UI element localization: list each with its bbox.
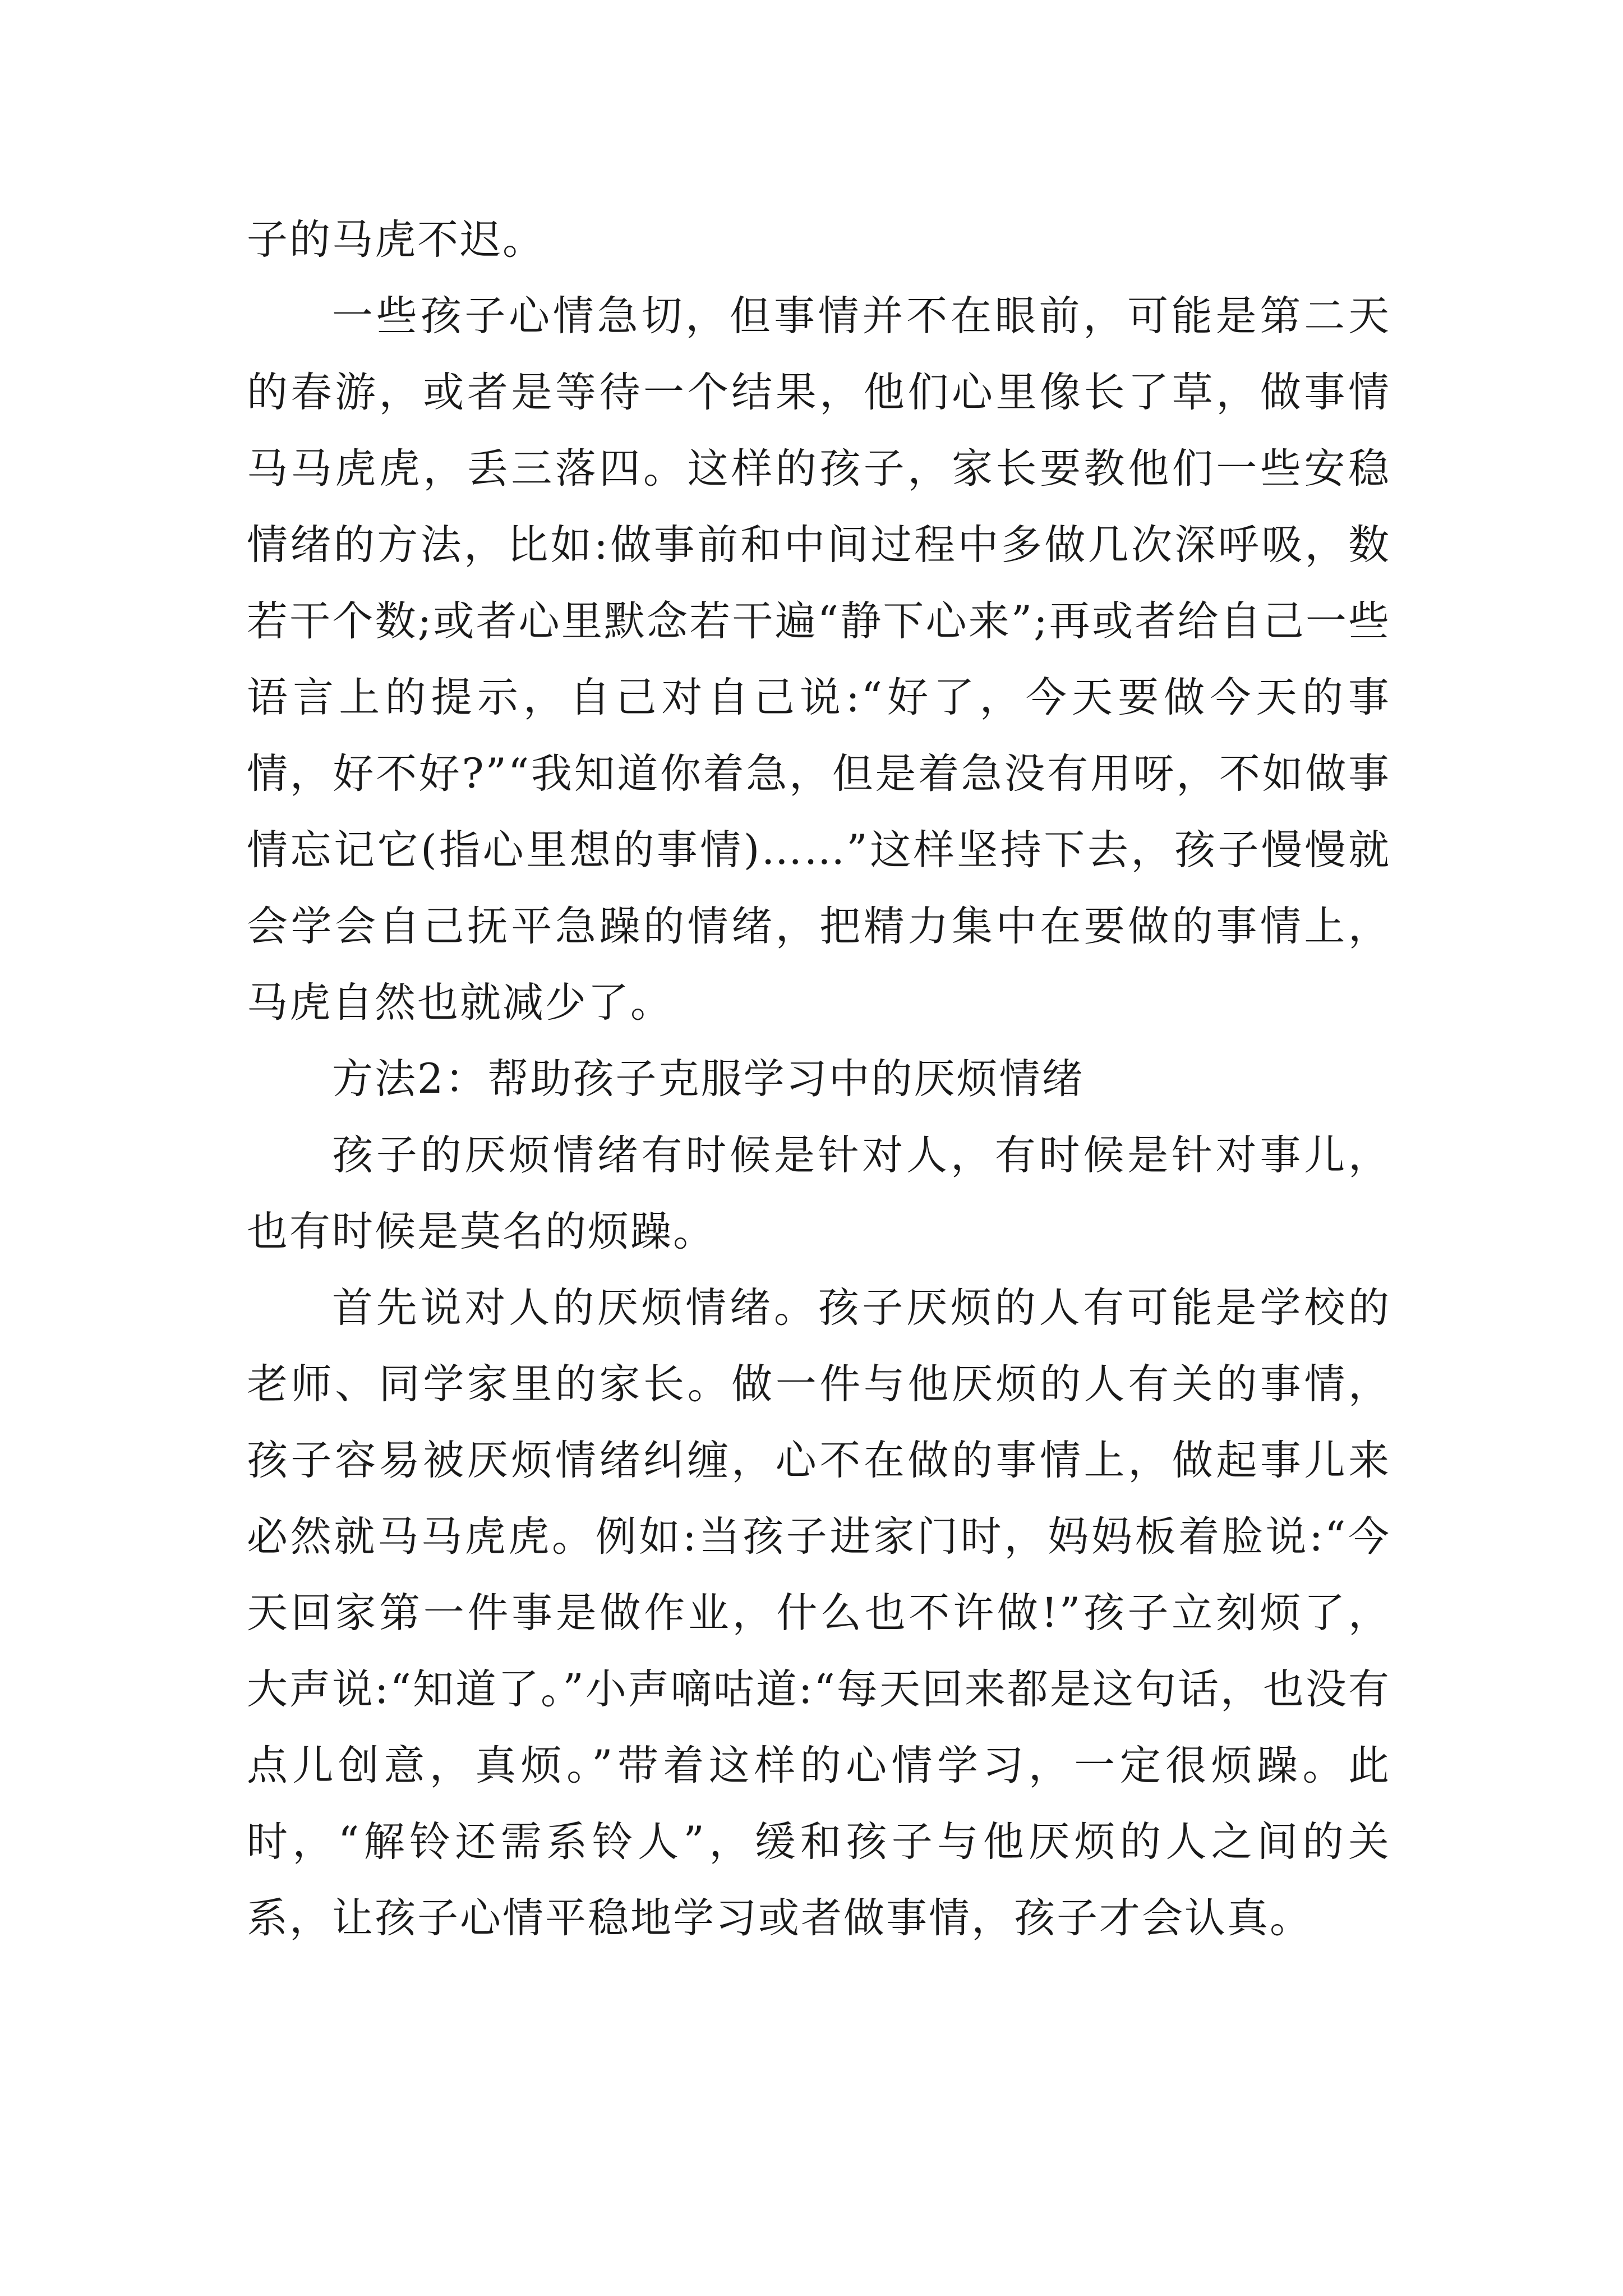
section-heading-method-2: 方法2：帮助孩子克服学习中的厌烦情绪 [332,1055,1085,1103]
paragraph-calming-methods: 一些孩子心情急切，但事情并不在眼前，可能是第二天的春游，或者是等待一个结果，他们心里像长了草，做事情马马虎虎，丢三落四。这样的孩子，家长要教他们一些安稳情绪的方法，比如:做事前和中间过程中多做几次深呼吸，数若干个数;或者心里默念若干遍“静下心来”;再或者给自己一些语言上的提示，自己对自己说:“好了，今天要做今天的事情，好不好?”“我知道你着急，但是着急没有用呀，不如做事情忘记它(指心里想的事情)……”这样坚持下去，孩子慢慢就会学会自己抚平急躁的情绪，把精力集中在要做的事情上，马虎自然也就减少了。 [247,292,1391,1027]
paragraph-boredom-toward-people: 首先说对人的厌烦情绪。孩子厌烦的人有可能是学校的老师、同学家里的家长。做一件与他厌烦的人有关的事情，孩子容易被厌烦情绪纠缠，心不在做的事情上，做起事儿来必然就马马虎虎。例如:当孩子进家门时，妈妈板着脸说:“今天回家第一件事是做作业，什么也不许做!”孩子立刻烦了，大声说:“知道了。”小声嘀咕道:“每天回来都是这句话，也没有点儿创意，真烦。”带着这样的心情学习，一定很烦躁。此时，“解铃还需系铃人”，缓和孩子与他厌烦的人之间的关系，让孩子心情平稳地学习或者做事情，孩子才会认真。 [247,1284,1391,1942]
body-text [247,202,1391,1957]
paragraph-boredom-types: 孩子的厌烦情绪有时候是针对人，有时候是针对事儿，也有时候是莫名的烦躁。 [247,1131,1391,1255]
paragraph-continuation: 子的马虎不迟。 [247,216,545,264]
